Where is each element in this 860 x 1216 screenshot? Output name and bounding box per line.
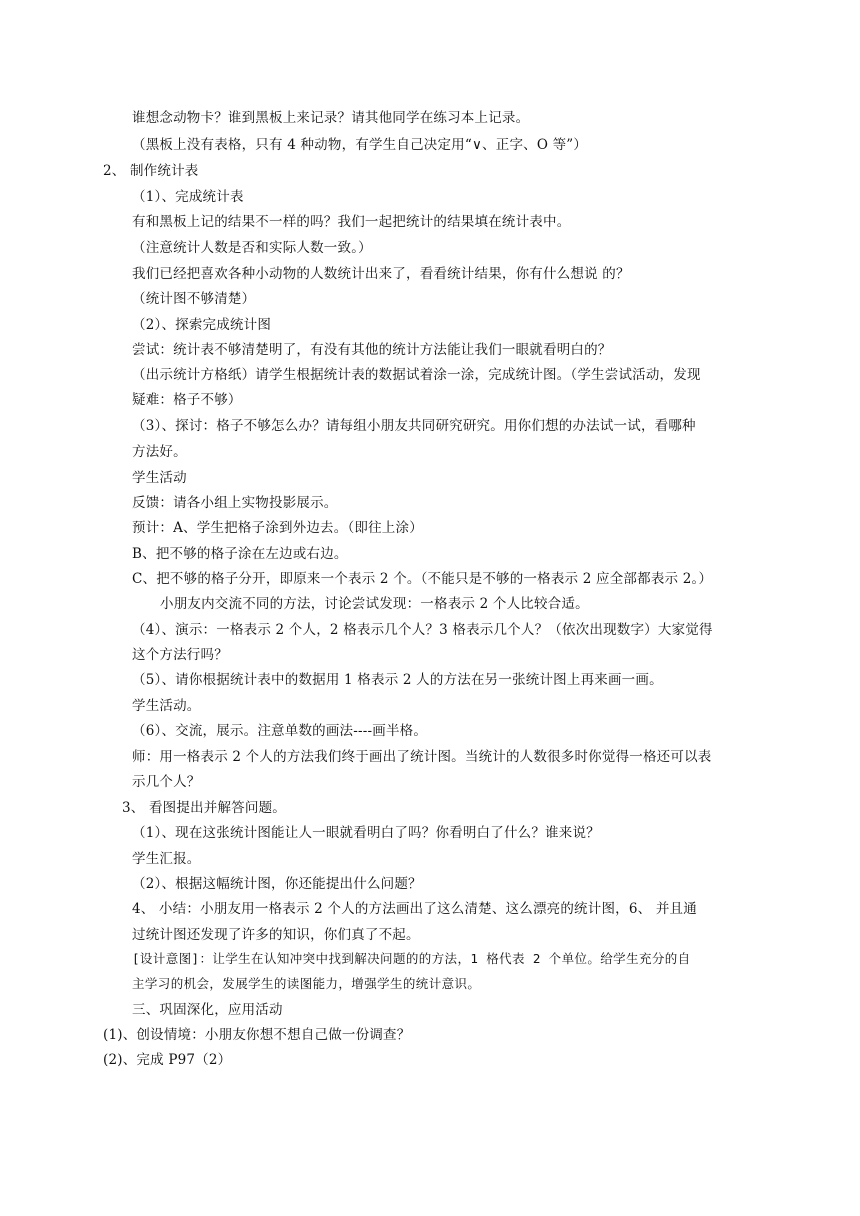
sub-heading-2: （2）、探索完成统计图: [132, 317, 272, 333]
text-line-26: 师：用一格表示 2 个人的方法我们终于画出了统计图。当统计的人数很多时你觉得一格还可以表: [132, 749, 712, 765]
section-heading-4: 4、 小结：小朋友用一格表示 2 个人的方法画出了这么清楚、这么漂亮的统计图，6、 并且通: [132, 901, 697, 917]
text-line-22: 这个方法行吗？: [132, 647, 228, 663]
section-heading-3: 3、 看图提出并解答问题。: [122, 800, 286, 816]
text-line-27: 示几个人？: [132, 774, 201, 790]
text-line-14: 方法好。: [132, 444, 187, 460]
text-line-18: B、把不够的格子涂在左边或右边。: [132, 546, 348, 562]
text-line-11: （出示统计方格纸）请学生根据统计表的数据试着涂一涂，完成统计图。（学生尝试活动，发现: [132, 367, 701, 383]
text-line-16: 反馈：请各小组上实物投影展示。: [132, 495, 338, 511]
sub-heading-7: （1）、现在这张统计图能让人一眼就看明白了吗？你看明白了什么？谁来说？: [132, 825, 600, 841]
design-intent-line-2: 主学习的机会，发展学生的读图能力，增强学生的统计意识。: [132, 976, 481, 991]
text-line-8: （统计图不够清楚）: [132, 291, 256, 307]
sub-heading-6: （6）、交流，展示。注意单数的画法----画半格。: [132, 723, 428, 739]
sub-heading-3: （3）、探讨：格子不够怎么办？请每组小朋友共同研究研究。用你们想的办法试一试，看哪种: [132, 418, 696, 434]
text-line-10: 尝试：统计表不够清楚明了，有没有其他的统计方法能让我们一眼就看明白的？: [132, 342, 612, 358]
text-line-5: 有和黑板上记的结果不一样的吗？我们一起把统计的结果填在统计表中。: [132, 214, 571, 230]
text-line-17: 预计：A、学生把格子涂到外边去。（即往上涂）: [132, 520, 423, 536]
sub-heading-5: （5）、请你根据统计表中的数据用 1 格表示 2 人的方法在另一张统计图上再来画一画。: [132, 672, 663, 688]
design-intent-line-1: [设计意图]：让学生在认知冲突中找到解决问题的的方法，1 格代表 2 个单位。给学生充分的自: [132, 951, 691, 966]
text-line-6: （注意统计人数是否和实际人数一致。）: [132, 240, 372, 256]
section-heading-2: 2、 制作统计表: [103, 163, 199, 179]
text-line-19: C、把不够的格子分开，即原来一个表示 2 个。（不能只是不够的一格表示 2 应全部都表示 2。）: [132, 571, 713, 587]
text-line-33: 过统计图还发现了许多的知识，你们真了不起。: [132, 927, 420, 943]
text-line-1: 谁想念动物卡？谁到黑板上来记录？请其他同学在练习本上记录。: [132, 110, 530, 126]
sub-heading-1: （1）、完成统计表: [132, 189, 244, 205]
text-line-2: （黑板上没有表格，只有 4 种动物，有学生自己决定用“∨、正字、O 等”）: [132, 137, 588, 153]
text-line-12: 疑难：格子不够）: [132, 392, 242, 408]
text-line-37: (1)、创设情境：小朋友你想不想自己做一份调查？: [103, 1027, 411, 1043]
part-heading-3: 三、巩固深化，应用活动: [132, 1002, 283, 1018]
text-line-38: (2)、完成 P97（2）: [103, 1052, 232, 1068]
text-line-15: 学生活动: [132, 470, 187, 486]
text-line-24: 学生活动。: [132, 698, 201, 714]
sub-heading-8: （2）、根据这幅统计图，你还能提出什么问题？: [132, 876, 422, 892]
text-line-30: 学生汇报。: [132, 851, 201, 867]
text-line-7: 我们已经把喜欢各种小动物的人数统计出来了，看看统计结果，你有什么想说 的？: [132, 266, 630, 282]
text-line-20: 小朋友内交流不同的方法，讨论尝试发现：一格表示 2 个人比较合适。: [160, 596, 589, 612]
sub-heading-4: （4）、演示：一格表示 2 个人，2 格表示几个人？3 格表示几个人？（依次出现数字）大家觉得: [132, 622, 713, 638]
